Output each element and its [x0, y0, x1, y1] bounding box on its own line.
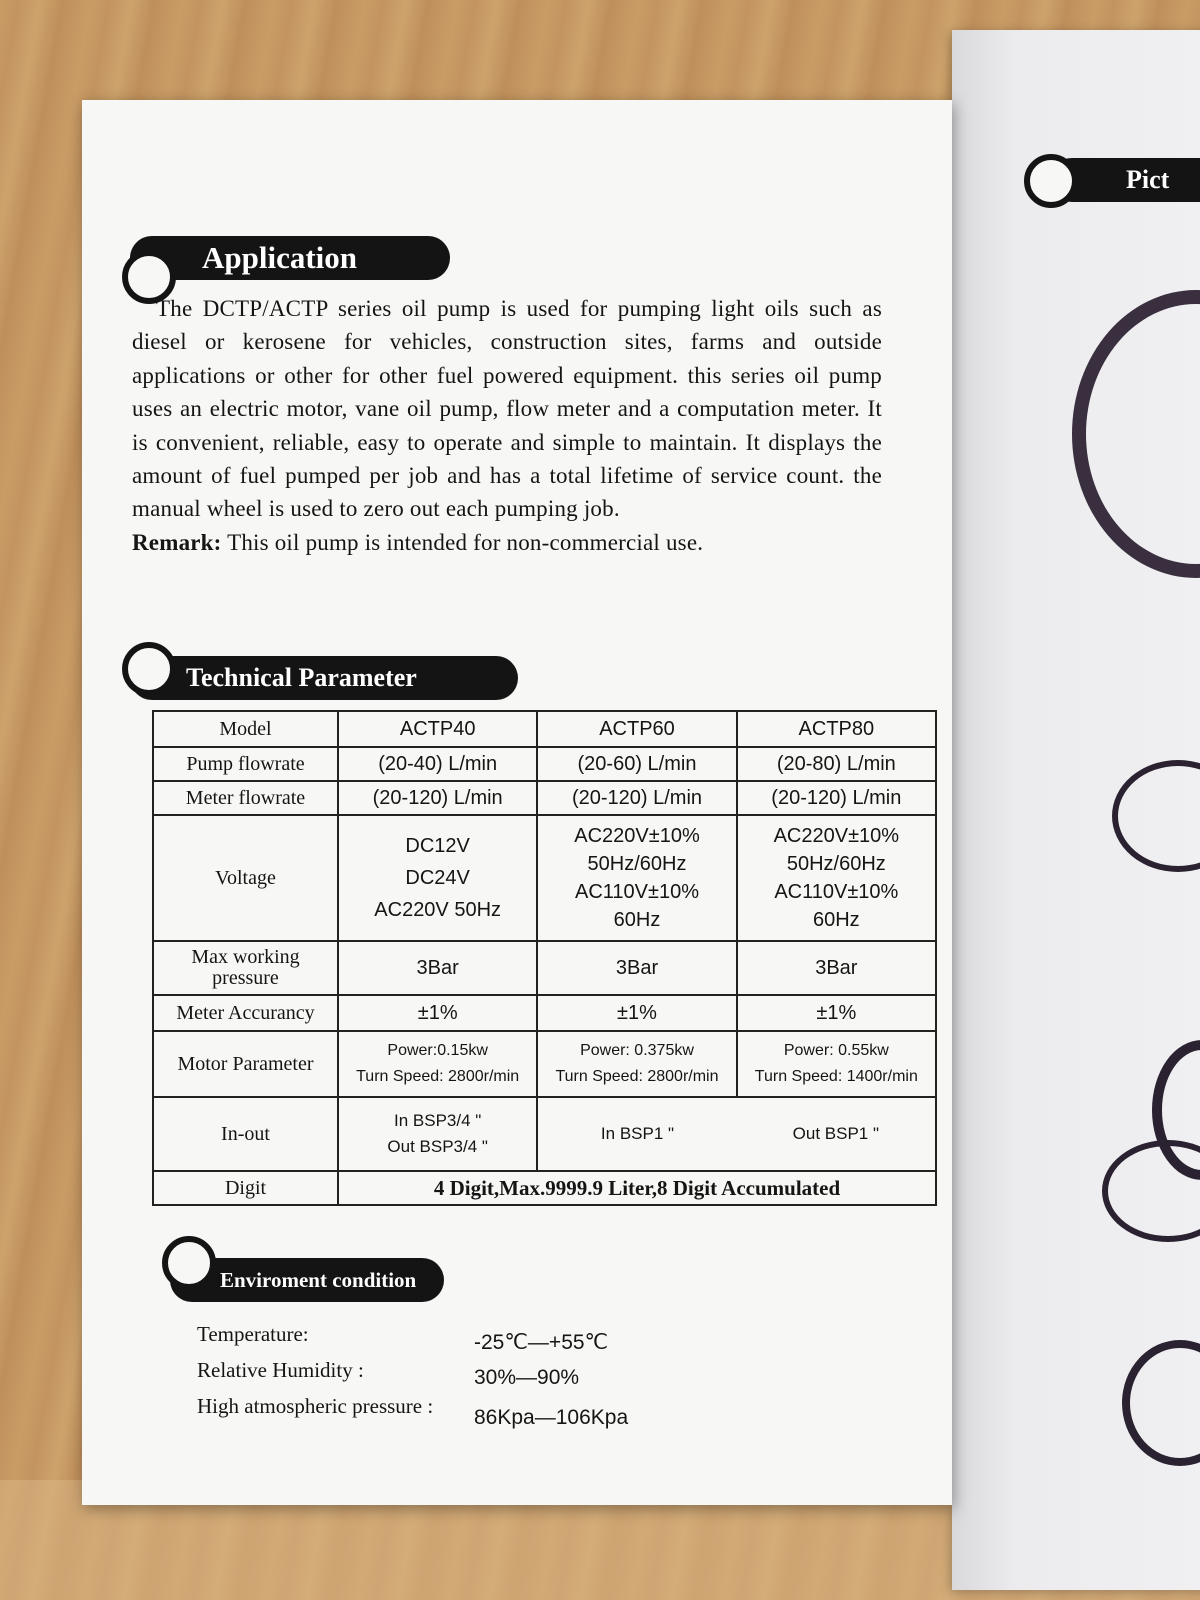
table-row-model [153, 711, 936, 747]
humidity-label: Relative Humidity : [197, 1358, 364, 1382]
motor-3-speed: Turn Speed: 1400r/min [754, 1068, 918, 1085]
table-row-motor [153, 1031, 936, 1097]
application-paragraph [132, 292, 882, 559]
cell-voltage-2 [537, 815, 736, 941]
table-row-accuracy [153, 995, 936, 1031]
row-label-meter-flowrate: Meter flowrate [153, 781, 338, 815]
voltage-3-line-3: AC110V±10% [774, 881, 899, 903]
fitting-image [1122, 1340, 1200, 1466]
nozzle-image [1112, 760, 1200, 872]
pictures-heading: Pict [1126, 165, 1170, 194]
motor-2-speed: Turn Speed: 2800r/min [555, 1068, 719, 1085]
cell-meter-flowrate-1: (20-120) L/min [338, 781, 537, 815]
cell-voltage-3 [737, 815, 936, 941]
cell-pressure-2: 3Bar [537, 941, 736, 995]
technical-heading-ring [122, 642, 176, 696]
pictures-heading-ring [1024, 154, 1078, 208]
application-heading: Application [202, 240, 358, 275]
voltage-2-line-1: AC220V±10% [574, 825, 700, 847]
cable-image [1102, 1140, 1200, 1242]
motor-1-power: Power:0.15kw [387, 1042, 488, 1059]
table-row-pump-flowrate [153, 747, 936, 781]
motor-3-power: Power: 0.55kw [783, 1042, 889, 1059]
motor-1-speed: Turn Speed: 2800r/min [356, 1068, 520, 1085]
temperature-label: Temperature: [197, 1322, 309, 1346]
row-label-inout: In-out [153, 1097, 338, 1171]
table-row-meter-flowrate [153, 781, 936, 815]
table-row-voltage [153, 815, 936, 941]
cell-inout-out: Out BSP1 " [737, 1097, 936, 1171]
inout-1-in: In BSP3/4 " [394, 1111, 482, 1130]
voltage-3-line-1: AC220V±10% [773, 825, 900, 847]
pressure-label-line-1: Max working [191, 946, 300, 968]
cell-accuracy-3: ±1% [737, 995, 936, 1031]
cell-pump-flowrate-2: (20-60) L/min [537, 747, 736, 781]
technical-parameter-table [152, 710, 937, 1206]
cell-pump-flowrate-1: (20-40) L/min [338, 747, 537, 781]
cell-accuracy-2: ±1% [537, 995, 736, 1031]
row-label-accuracy: Meter Accurancy [153, 995, 338, 1031]
application-heading-pill [130, 236, 450, 280]
atmospheric-pressure-label: High atmospheric pressure : [197, 1394, 434, 1418]
cell-motor-1 [338, 1031, 537, 1097]
remark-label: Remark: [132, 529, 222, 555]
table-row-pressure [153, 941, 936, 995]
technical-heading-pill [130, 656, 518, 700]
environment-heading: Enviroment condition [220, 1267, 417, 1292]
table-row-digit [153, 1171, 936, 1205]
cell-inout-in: In BSP1 " [537, 1097, 736, 1171]
row-label-voltage: Voltage [153, 815, 338, 941]
row-label-pump-flowrate: Pump flowrate [153, 747, 338, 781]
manual-page [82, 100, 952, 1505]
inout-1-out: Out BSP3/4 " [387, 1137, 488, 1156]
row-label-pressure [153, 941, 338, 995]
right-page [952, 30, 1200, 1590]
cell-model-3: ACTP80 [737, 711, 936, 747]
cell-model-1: ACTP40 [338, 711, 537, 747]
hose-image [1072, 290, 1200, 578]
voltage-1-line-2: DC24V [405, 867, 470, 889]
environment-heading-ring [162, 1236, 216, 1290]
row-label-motor: Motor Parameter [153, 1031, 338, 1097]
cell-meter-flowrate-2: (20-120) L/min [537, 781, 736, 815]
voltage-2-line-3: AC110V±10% [574, 881, 699, 903]
row-label-digit: Digit [153, 1171, 338, 1205]
row-label-model: Model [153, 711, 338, 747]
cell-voltage-1 [338, 815, 537, 941]
temperature-value: -25℃—+55℃ [474, 1331, 609, 1354]
atmospheric-pressure-value: 86Kpa—106Kpa [474, 1406, 629, 1429]
cell-digit: 4 Digit,Max.9999.9 Liter,8 Digit Accumulated [338, 1171, 936, 1205]
cell-pressure-3: 3Bar [737, 941, 936, 995]
voltage-1-line-3: AC220V 50Hz [374, 899, 502, 921]
cell-model-2: ACTP60 [537, 711, 736, 747]
voltage-2-line-4: 60Hz [613, 909, 661, 931]
voltage-3-line-2: 50Hz/60Hz [786, 853, 886, 875]
voltage-1-line-1: DC12V [405, 835, 470, 857]
cell-pressure-1: 3Bar [338, 941, 537, 995]
cell-pump-flowrate-3: (20-80) L/min [737, 747, 936, 781]
technical-heading: Technical Parameter [186, 663, 417, 692]
cell-meter-flowrate-3: (20-120) L/min [737, 781, 936, 815]
application-text: The DCTP/ACTP series oil pump is used for pumping light oils such as diesel or kerosene for vehicles, construction sites, farms and outside applications or other for other fuel powered equipment. this series oil pump uses an electric motor, vane oil pump, flow meter and a computation meter. It is convenient, reliable, easy to operate and simple to maintain. It displays the amount of fuel pumped per job and has a total lifetime of service count. the manual wheel is used to zero out each pumping job. [132, 296, 882, 522]
pressure-label-line-2: pressure [212, 967, 279, 989]
cell-motor-3 [737, 1031, 936, 1097]
cell-motor-2 [537, 1031, 736, 1097]
motor-2-power: Power: 0.375kw [580, 1042, 694, 1059]
voltage-2-line-2: 50Hz/60Hz [587, 853, 687, 875]
voltage-3-line-4: 60Hz [812, 909, 860, 931]
cell-accuracy-1: ±1% [338, 995, 537, 1031]
remark-text: This oil pump is intended for non-commercial use. [227, 529, 704, 555]
cell-inout-1 [338, 1097, 537, 1171]
table-row-inout [153, 1097, 936, 1171]
humidity-value: 30%—90% [474, 1366, 580, 1389]
